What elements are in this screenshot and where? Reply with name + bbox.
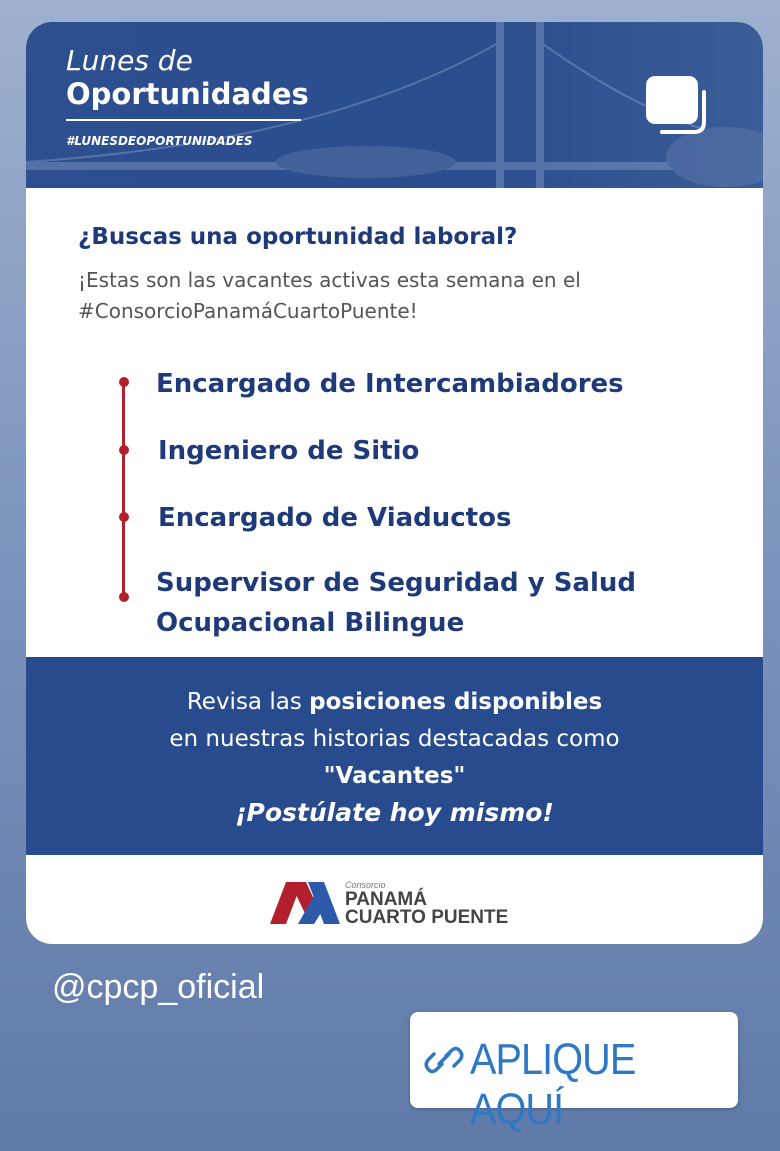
logo-line-2: CUARTO PUENTE — [345, 907, 509, 928]
apply-link-label: APLIQUE AQUÍ — [470, 1035, 636, 1134]
cta-line-3: "Vacantes" — [323, 763, 466, 789]
job-item: Supervisor de Seguridad y Salud Ocupacional Bilingue — [156, 568, 637, 638]
cta-text: Revisa las — [186, 689, 310, 715]
post-question: ¿Buscas una oportunidad laboral? — [78, 224, 518, 250]
logo-mark-icon — [268, 878, 342, 926]
timeline-line — [122, 381, 125, 596]
job-item: Encargado de Intercambiadores — [156, 369, 624, 399]
post-intro: ¡Estas son las vacantes activas esta semana en el #ConsorcioPanamáCuartoPuente! — [78, 268, 581, 323]
company-logo — [268, 874, 538, 936]
cta-band — [26, 657, 763, 855]
timeline-dot — [119, 377, 129, 387]
job-item: Encargado de Viaductos — [158, 503, 512, 533]
cta-line-1 — [26, 689, 763, 715]
timeline-dot — [119, 592, 129, 602]
cta-line-2: en nuestras historias destacadas como — [169, 726, 620, 752]
header-title-small: Lunes de — [66, 44, 193, 77]
story-post-card — [26, 22, 763, 944]
header-title: Oportunidades — [66, 77, 309, 111]
header-hashtag: #LUNESDEOPORTUNIDADES — [66, 134, 253, 148]
header-divider — [66, 119, 301, 121]
logo-small-text: Consorcio — [345, 880, 386, 890]
apply-link-sticker[interactable] — [410, 1012, 738, 1134]
post-header — [26, 22, 763, 188]
timeline-dot — [119, 445, 129, 455]
timeline-dot — [119, 512, 129, 522]
account-mention[interactable]: @cpcp_oficial — [52, 968, 265, 1006]
link-icon — [424, 1042, 464, 1078]
cta-line-4: ¡Postúlate hoy mismo! — [235, 798, 554, 827]
cta-bold-text: posiciones disponibles — [309, 689, 603, 715]
logo-line-1: PANAMÁ — [345, 889, 427, 910]
jobs-timeline — [119, 377, 129, 602]
multi-post-icon — [642, 72, 712, 137]
job-item: Ingeniero de Sitio — [158, 436, 420, 466]
